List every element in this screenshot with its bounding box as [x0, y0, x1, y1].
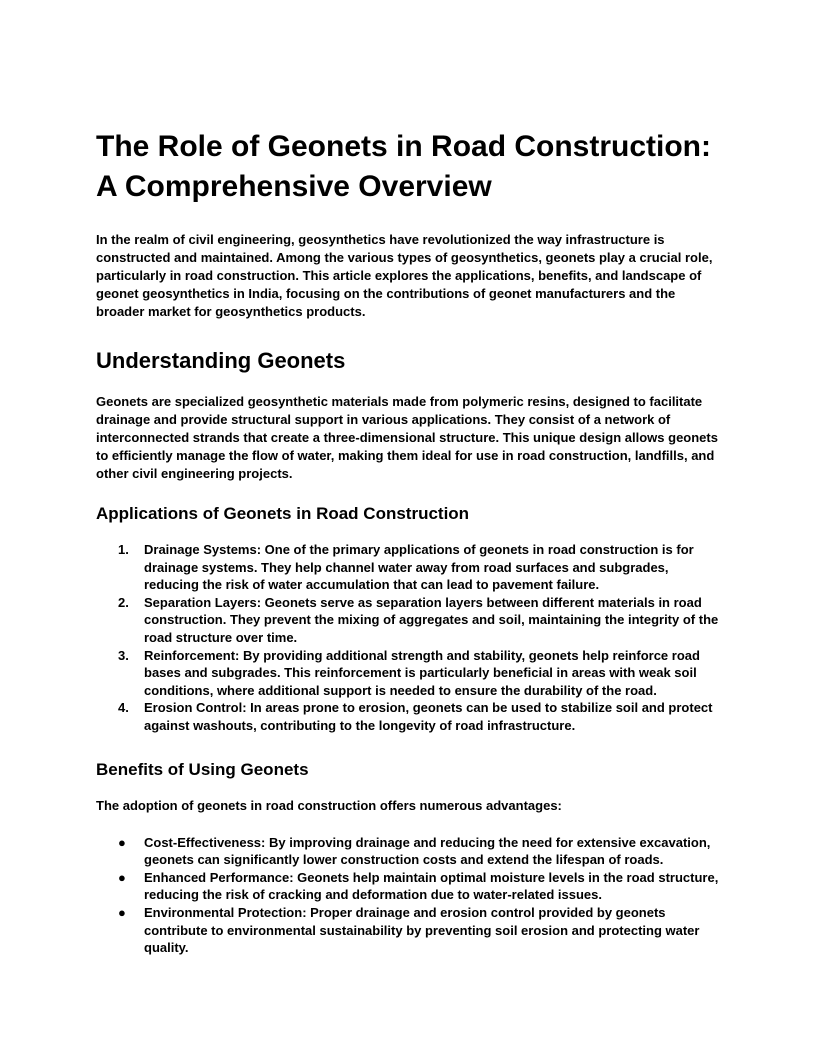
list-item-text: Reinforcement: By providing additional strength and stability, geonets help reinforce road bases and subgrades. This reinforcement is particularly beneficial in areas with weak soil conditions, where additional support is needed to ensure the durability of the road. [144, 647, 700, 698]
list-item [96, 834, 720, 869]
understanding-paragraph: Geonets are specialized geosynthetic materials made from polymeric resins, designed to facilitate drainage and provide structural support in various applications. They consist of a network of interconnected strands that create a three-dimensional structure. This unique design allows geonets to efficiently manage the flow of water, making them ideal for use in road construction, landfills, and other civil engineering projects. [96, 394, 718, 481]
list-item-text: Drainage Systems: One of the primary applications of geonets in road construction is for drainage systems. They help channel water away from road surfaces and subgrades, reducing the risk of water accumulation that can lead to pavement failure. [144, 542, 694, 593]
page-title: The Role of Geonets in Road Construction: A Comprehensive Overview [96, 130, 711, 203]
benefits-list [96, 834, 720, 957]
list-item-text: Environmental Protection: Proper drainage and erosion control provided by geonets contribute to environmental sustainability by preventing soil erosion and protecting water quality. [144, 904, 700, 956]
benefits-heading: Benefits of Using Geonets [96, 759, 309, 779]
applications-heading: Applications of Geonets in Road Construction [96, 504, 470, 523]
understanding-heading: Understanding Geonets [96, 348, 346, 373]
applications-list [96, 541, 720, 735]
intro-paragraph: In the realm of civil engineering, geosynthetics have revolutionized the way infrastructure is constructed and maintained. Among the various types of geosynthetics, geonets play a crucial role, particularly in road construction. This article explores the applications, benefits, and landscape of geonet geosynthetics in India, focusing on the contributions of geonet manufacturers and the broader market for geosynthetics products. [96, 232, 713, 319]
document-page [96, 127, 720, 957]
bullet-icon: ● [118, 834, 126, 850]
list-item [96, 904, 720, 957]
list-item [96, 594, 720, 647]
list-item [96, 647, 720, 700]
list-item-text: Erosion Control: In areas prone to erosion, geonets can be used to stabilize soil and protect against washouts, contributing to the longevity of road infrastructure. [144, 700, 713, 733]
bullet-icon: ● [118, 904, 126, 920]
list-number: 4. [118, 700, 129, 716]
list-item-text: Cost-Effectiveness: By improving drainage and reducing the need for extensive excavation, geonets can significantly lower construction costs and extend the lifespan of roads. [144, 834, 711, 868]
list-item [96, 541, 720, 594]
list-item [96, 869, 720, 904]
list-item-text: Enhanced Performance: Geonets help maintain optimal moisture levels in the road structure, reducing the risk of cracking and deformation due to water-related issues. [144, 869, 719, 903]
list-number: 1. [118, 542, 129, 557]
benefits-intro: The adoption of geonets in road construction offers numerous advantages: [96, 797, 562, 813]
list-item-text: Separation Layers: Geonets serve as separation layers between different materials in road construction. They prevent the mixing of aggregates and soil, maintaining the integrity of the road structure over time. [144, 594, 719, 645]
bullet-icon: ● [118, 869, 126, 885]
list-number: 3. [118, 647, 129, 663]
list-item [96, 699, 720, 734]
list-number: 2. [118, 594, 129, 610]
